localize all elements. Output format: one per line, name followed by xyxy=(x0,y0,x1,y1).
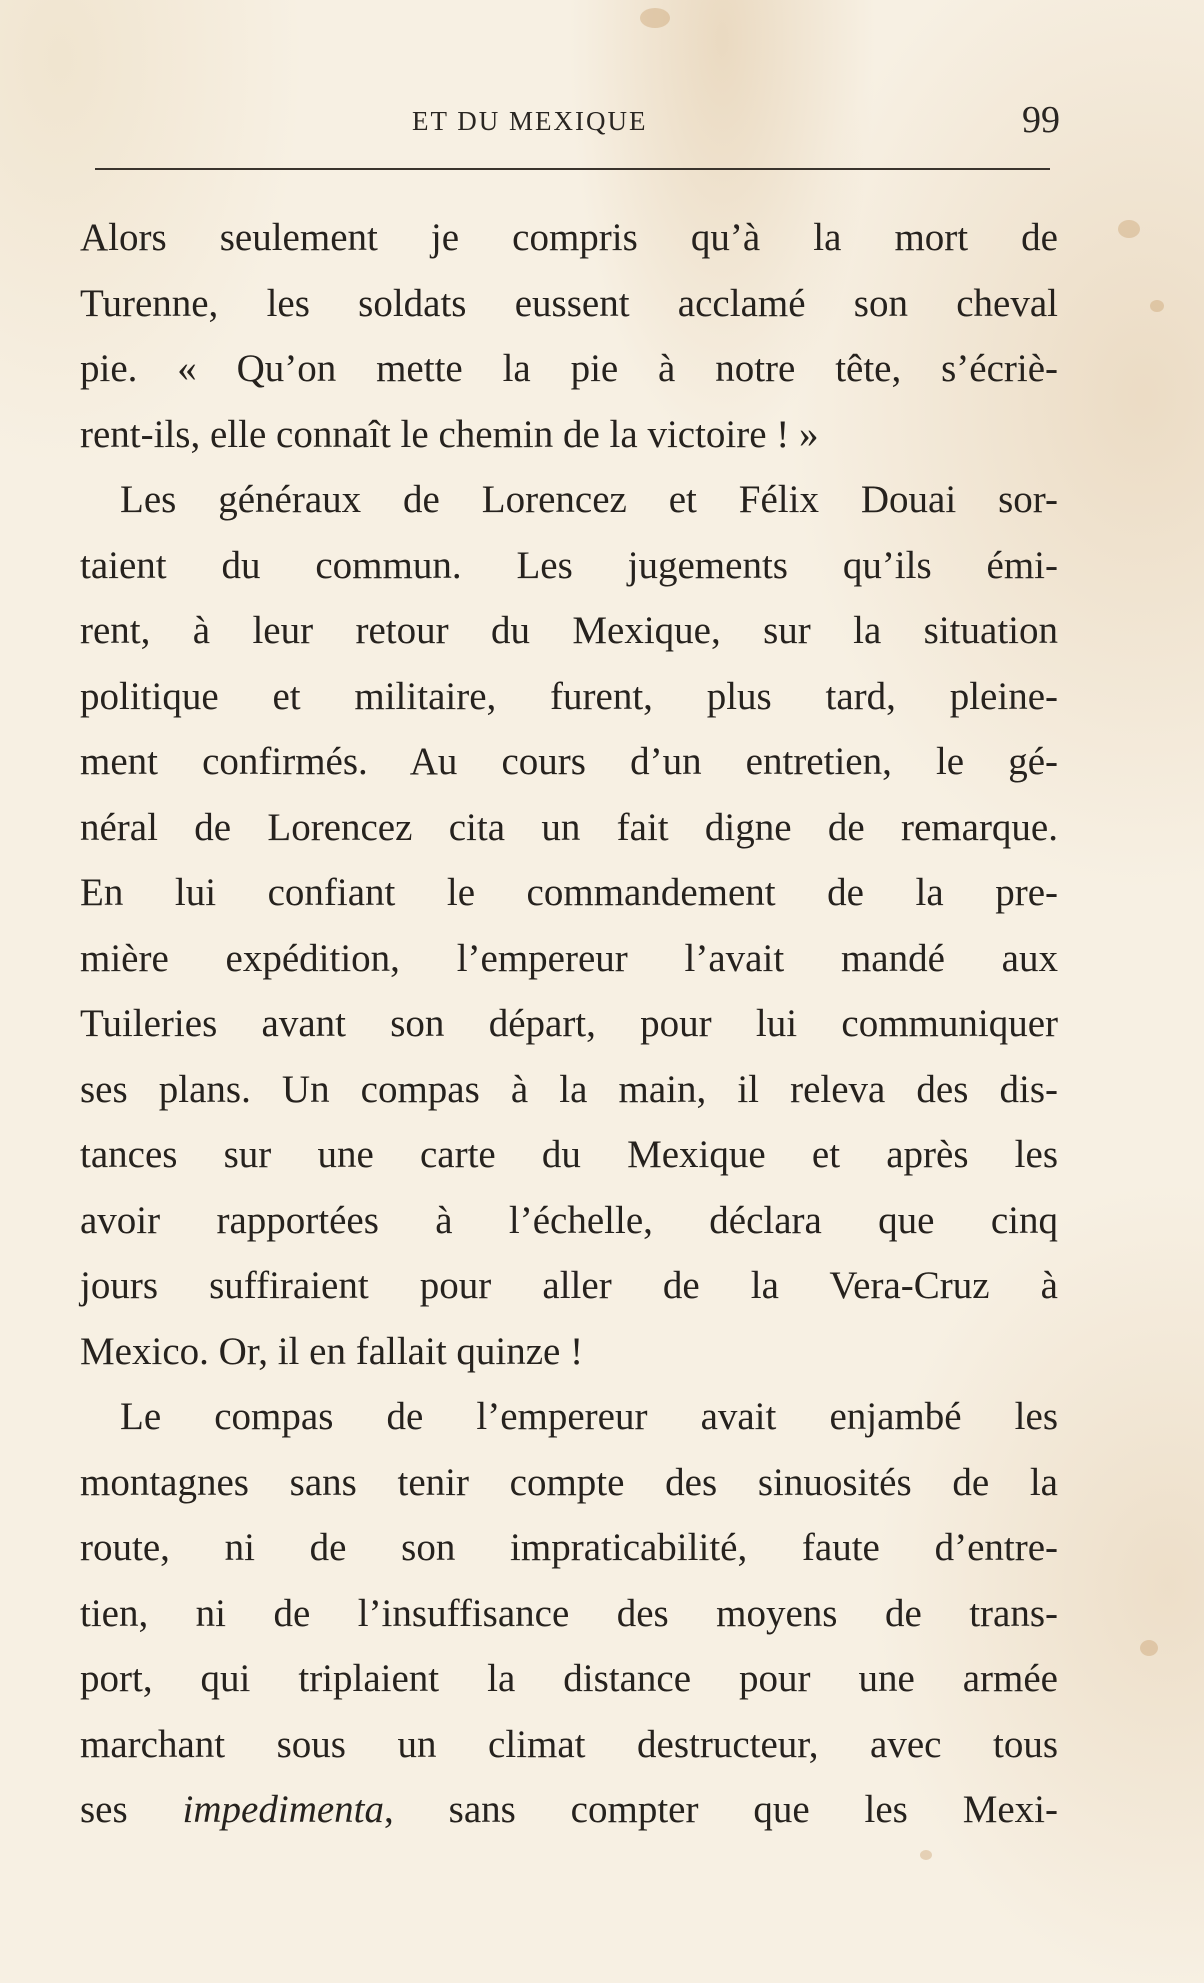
page-header xyxy=(80,98,1060,148)
foxing-stain xyxy=(1140,1640,1158,1656)
text-line: Le compas de l’empereur avait enjambé les xyxy=(120,1395,1058,1438)
running-head: ET DU MEXIQUE xyxy=(412,106,648,136)
foxing-stain xyxy=(920,1850,932,1860)
text-line: port, qui triplaient la distance pour une armée xyxy=(80,1657,1058,1700)
text-line: marchant sous un climat destructeur, avec tous xyxy=(80,1722,1058,1766)
text-line: En lui confiant le commandement de la pre- xyxy=(80,871,1058,914)
page-number: 99 xyxy=(1022,99,1060,141)
text-line: route, ni de son impraticabilité, faute d’entre- xyxy=(80,1526,1058,1569)
text-line: rent, à leur retour du Mexique, sur la situation xyxy=(80,609,1058,652)
text-line: rent-ils, elle connaît le chemin de la victoire ! » xyxy=(80,412,819,456)
text-line: Alors seulement je compris qu’à la mort de xyxy=(80,216,1058,259)
header-rule xyxy=(95,168,1050,170)
last-line-prefix: ses xyxy=(80,1788,183,1831)
text-line: tien, ni de l’insuffisance des moyens de trans- xyxy=(80,1591,1058,1635)
body-text xyxy=(80,205,1058,1843)
text-line: avoir rapportées à l’échelle, déclara que cinq xyxy=(80,1198,1058,1242)
text-line: ses plans. Un compas à la main, il releva des dis- xyxy=(80,1067,1058,1111)
italic-word: impedimenta xyxy=(182,1788,385,1831)
last-line-suffix: , sans compter que les Mexi- xyxy=(384,1788,1059,1831)
text-line: ment confirmés. Au cours d’un entretien, le gé- xyxy=(80,740,1058,783)
text-line: montagnes sans tenir compte des sinuosités de la xyxy=(80,1460,1058,1504)
foxing-stain xyxy=(1118,220,1140,238)
text-line: mière expédition, l’empereur l’avait mandé aux xyxy=(80,936,1058,980)
text-line-with-italic xyxy=(80,1777,1058,1843)
text-line: Tuileries avant son départ, pour lui communiquer xyxy=(80,1002,1058,1045)
text-line: politique et militaire, furent, plus tard, pleine- xyxy=(80,674,1058,718)
foxing-stain xyxy=(1150,300,1164,312)
text-line: jours suffiraient pour aller de la Vera-Cruz à xyxy=(80,1264,1058,1307)
text-line: Les généraux de Lorencez et Félix Douai sor- xyxy=(120,478,1058,521)
text-line: pie. « Qu’on mette la pie à notre tête, s’écriè- xyxy=(80,347,1058,390)
text-line: tances sur une carte du Mexique et après les xyxy=(80,1133,1058,1176)
text-line: taient du commun. Les jugements qu’ils émi- xyxy=(80,543,1058,587)
text-line: Turenne, les soldats eussent acclamé son cheval xyxy=(80,281,1058,325)
text-line: néral de Lorencez cita un fait digne de remarque. xyxy=(80,805,1058,849)
text-line: Mexico. Or, il en fallait quinze ! xyxy=(80,1329,584,1373)
foxing-stain xyxy=(640,8,670,28)
